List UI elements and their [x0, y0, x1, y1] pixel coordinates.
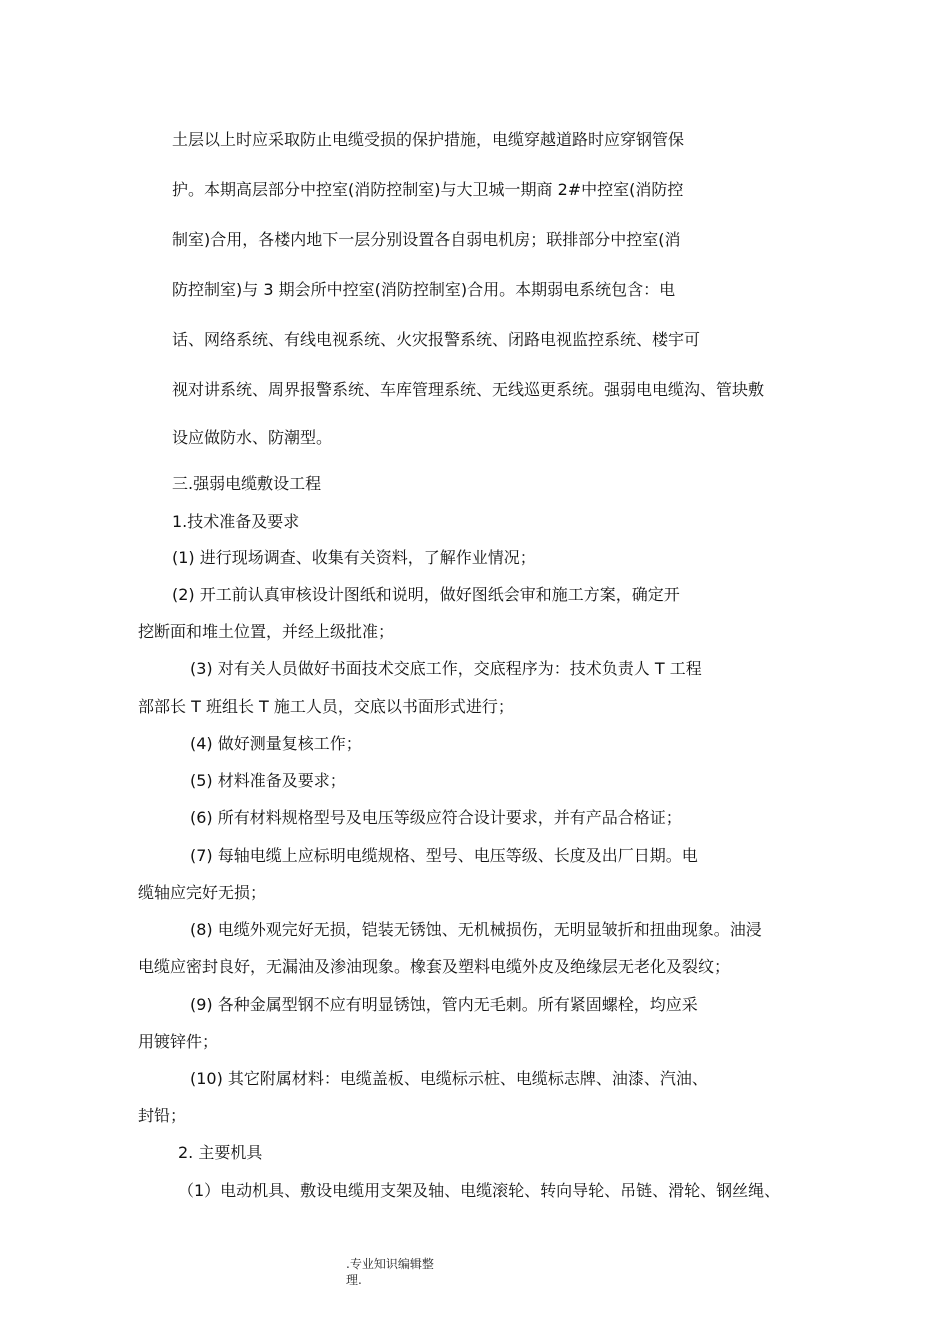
- text-line: 防控制室)与 3 期会所中控室(消防控制室)合用。本期弱电系统包含：电: [172, 280, 676, 299]
- text-line: (9) 各种金属型钢不应有明显锈蚀，管内无毛刺。所有紧固螺栓，均应采: [190, 995, 698, 1014]
- subsection-heading: 1.技术准备及要求: [172, 512, 300, 531]
- text-line: (6) 所有材料规格型号及电压等级应符合设计要求，并有产品合格证；: [190, 808, 682, 827]
- page-footer: [346, 1256, 434, 1288]
- text-line: (1) 进行现场调查、收集有关资料，了解作业情况；: [172, 548, 536, 567]
- text-line: 部部长 T 班组长 T 施工人员，交底以书面形式进行；: [138, 697, 514, 716]
- text-line: （1）电动机具、敷设电缆用支架及轴、电缆滚轮、转向导轮、吊链、滑轮、钢丝绳、: [178, 1181, 781, 1200]
- text-line: 挖断面和堆土位置，并经上级批准；: [138, 622, 395, 641]
- text-line: 土层以上时应采取防止电缆受损的保护措施，电缆穿越道路时应穿钢管保: [172, 130, 685, 149]
- text-line: (3) 对有关人员做好书面技术交底工作，交底程序为：技术负责人 T 工程: [190, 659, 702, 678]
- text-line: (2) 开工前认真审核设计图纸和说明，做好图纸会审和施工方案，确定开: [172, 585, 680, 604]
- text-line: 护。本期高层部分中控室(消防控制室)与大卫城一期商 2#中控室(消防控: [172, 180, 684, 199]
- text-line: (4) 做好测量复核工作；: [190, 734, 362, 753]
- text-line: 话、网络系统、有线电视系统、火灾报警系统、闭路电视监控系统、楼宇可: [172, 330, 701, 349]
- text-line: 缆轴应完好无损；: [138, 883, 267, 902]
- text-line: 制室)合用，各楼内地下一层分别设置各自弱电机房；联排部分中控室(消: [172, 230, 681, 249]
- text-line: (5) 材料准备及要求；: [190, 771, 346, 790]
- section-heading: 三.强弱电缆敷设工程: [172, 474, 322, 493]
- subsection-heading: 2. 主要机具: [178, 1143, 263, 1162]
- text-line: (7) 每轴电缆上应标明电缆规格、型号、电压等级、长度及出厂日期。电: [190, 846, 698, 865]
- text-line: (10) 其它附属材料：电缆盖板、电缆标示桩、电缆标志牌、油漆、汽油、: [190, 1069, 708, 1088]
- text-line: 视对讲系统、周界报警系统、车库管理系统、无线巡更系统。强弱电电缆沟、管块敷: [172, 380, 765, 399]
- footer-line: 理.: [346, 1273, 362, 1287]
- text-line: 设应做防水、防潮型。: [172, 428, 333, 447]
- footer-line: .专业知识编辑整: [346, 1257, 434, 1271]
- text-line: (8) 电缆外观完好无损，铠装无锈蚀、无机械损伤，无明显皱折和扭曲现象。油浸: [190, 920, 762, 939]
- text-line: 电缆应密封良好，无漏油及渗油现象。橡套及塑料电缆外皮及绝缘层无老化及裂纹；: [138, 957, 731, 976]
- text-line: 封铅；: [138, 1106, 187, 1125]
- text-line: 用镀锌件；: [138, 1032, 219, 1051]
